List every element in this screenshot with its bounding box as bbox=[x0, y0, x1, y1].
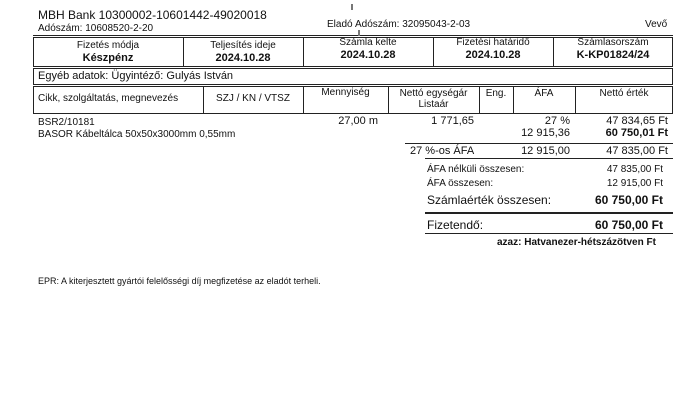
amount-in-words: azaz: Hatvanezer-hétszázötven Ft bbox=[497, 237, 656, 248]
invoice-number-label: Számlasorszám bbox=[577, 37, 649, 48]
item-net: 47 834,65 Ft bbox=[606, 115, 668, 127]
col-unit: Eng. bbox=[485, 88, 507, 99]
seller-tax-number: Adószám: 10608520-2-20 bbox=[38, 23, 154, 34]
payable-value: 60 750,00 Ft bbox=[594, 218, 663, 232]
col-qty: Mennyiség bbox=[321, 87, 370, 98]
vat-summary-divider bbox=[405, 143, 673, 144]
total-gross-value: 60 750,00 Ft bbox=[594, 193, 663, 207]
item-vat-rate: 27 % bbox=[544, 115, 570, 127]
item-gross: 60 750,01 Ft bbox=[605, 127, 668, 139]
item-unit-price: 1 771,65 bbox=[431, 115, 474, 127]
performance-date-label: Teljesítés ideje bbox=[210, 40, 276, 51]
vat-summary-net: 47 835,00 Ft bbox=[606, 145, 668, 157]
total-gross-label: Számlaérték összesen: bbox=[427, 193, 552, 207]
payment-method-label: Fizetés módja bbox=[76, 40, 140, 51]
total-net-label: ÁFA nélküli összesen: bbox=[427, 164, 525, 175]
buyer-tax-number: Adószám: 32095043-2-03 bbox=[355, 19, 471, 30]
payable-label: Fizetendő: bbox=[427, 218, 484, 232]
other-data-text: Egyéb adatok: Ügyintéző: Gulyás István bbox=[38, 70, 234, 82]
col-code: SZJ / KN / VTSZ bbox=[216, 93, 290, 104]
totals-divider bbox=[425, 158, 673, 159]
col-list-price: Listaár bbox=[418, 99, 449, 110]
total-net-value: 47 835,00 Ft bbox=[606, 164, 663, 175]
col-unit-price: Nettó egységár bbox=[399, 88, 468, 99]
invoice-number-value: K-KP01824/24 bbox=[576, 49, 650, 61]
payment-method-value: Készpénz bbox=[82, 52, 134, 64]
payable-divider bbox=[425, 212, 673, 214]
col-net: Nettó érték bbox=[599, 88, 649, 99]
col-vat: ÁFA bbox=[534, 88, 554, 99]
issue-date-value: 2024.10.28 bbox=[340, 49, 396, 61]
due-date-value: 2024.10.28 bbox=[465, 49, 521, 61]
bank-account: MBH Bank 10300002-10601442-49020018 bbox=[38, 8, 267, 22]
pen-mark bbox=[351, 4, 353, 10]
total-vat-value: 12 915,00 Ft bbox=[606, 178, 663, 189]
epr-note: EPR: A kiterjesztett gyártói felelősségi díj megfizetése az eladót terheli. bbox=[38, 276, 321, 286]
seller-label: Eladó bbox=[327, 19, 353, 30]
item-code: BSR2/10181 bbox=[38, 117, 95, 128]
item-vat-amount: 12 915,36 bbox=[521, 127, 570, 139]
buyer-label: Vevő bbox=[645, 19, 668, 30]
vat-summary-vat: 12 915,00 bbox=[521, 145, 570, 157]
item-name: BASOR Kábeltálca 50x50x3000mm 0,55mm bbox=[38, 129, 236, 140]
item-qty: 27,00 m bbox=[338, 115, 378, 127]
total-vat-label: ÁFA összesen: bbox=[427, 178, 494, 189]
due-date-label: Fizetési határidő bbox=[456, 37, 530, 48]
performance-date-value: 2024.10.28 bbox=[215, 52, 271, 64]
payable-underline bbox=[425, 233, 673, 234]
col-item: Cikk, szolgáltatás, megnevezés bbox=[38, 93, 179, 104]
vat-summary-label: 27 %-os ÁFA bbox=[410, 145, 475, 157]
issue-date-label: Számla kelte bbox=[339, 37, 397, 48]
pen-mark bbox=[358, 30, 360, 36]
top-divider bbox=[33, 35, 673, 36]
